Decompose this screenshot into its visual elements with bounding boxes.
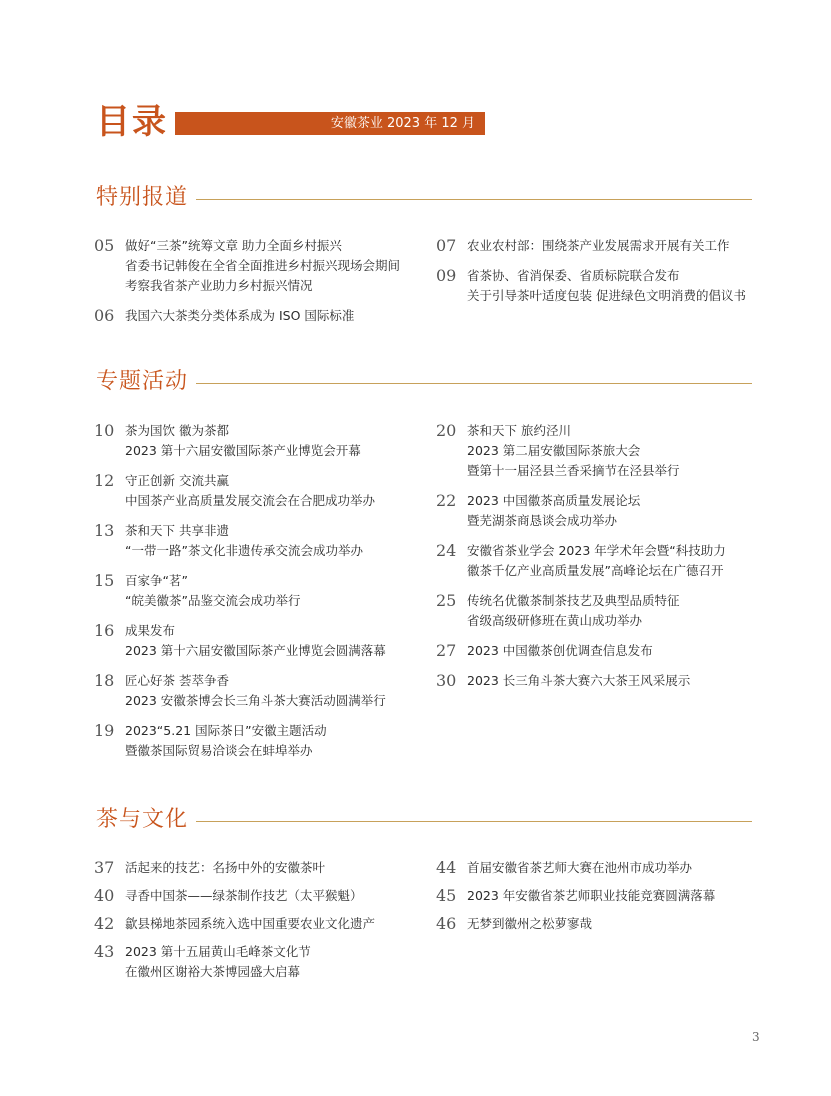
toc-entry[interactable] [436, 641, 766, 661]
section-header-special-activities [96, 367, 752, 401]
toc-entry-subtitle: 2023 安徽茶博会长三角斗茶大赛活动圆满举行 [125, 693, 386, 708]
toc-entry-title: 2023 长三角斗茶大赛六大茶王风采展示 [467, 673, 691, 688]
toc-column-left [94, 858, 424, 982]
toc-entry-title: 百家争“茗” [125, 573, 188, 588]
toc-entry-title: 2023 中国徽茶高质量发展论坛 [467, 493, 641, 508]
toc-entry[interactable] [94, 421, 424, 461]
toc-entry[interactable] [436, 541, 766, 581]
toc-entry-title: 我国六大茶类分类体系成为 ISO 国际标准 [125, 308, 355, 323]
section-header-special-report [96, 183, 752, 217]
toc-page-number: 24 [436, 541, 457, 560]
page-number: 3 [752, 1030, 760, 1044]
toc-entry-title: 匠心好茶 荟萃争香 [125, 673, 229, 688]
toc-entry[interactable] [94, 236, 424, 296]
toc-page-number: 09 [436, 266, 457, 285]
toc-entry[interactable] [94, 942, 424, 982]
toc-entry-title: 2023 中国徽茶创优调查信息发布 [467, 643, 653, 658]
toc-page-number: 16 [94, 621, 115, 640]
toc-column-right [436, 421, 766, 691]
toc-entry-title: 活起来的技艺：名扬中外的安徽茶叶 [125, 860, 326, 875]
issue-banner [175, 112, 485, 135]
toc-entry[interactable] [436, 491, 766, 531]
toc-column-right [436, 858, 766, 934]
toc-entry[interactable] [94, 471, 424, 511]
toc-entry-title: 寻香中国茶——绿茶制作技艺（太平猴魁） [125, 888, 363, 903]
toc-entry[interactable] [94, 858, 424, 878]
toc-entry-title: 做好“三茶”统筹文章 助力全面乡村振兴 [125, 238, 342, 253]
toc-entry-title: 守正创新 交流共赢 [125, 473, 229, 488]
section-title: 茶与文化 [96, 807, 189, 832]
toc-page-number: 15 [94, 571, 115, 590]
toc-page-number: 46 [436, 914, 457, 933]
toc-entry[interactable] [94, 914, 424, 934]
toc-entry[interactable] [94, 306, 424, 326]
toc-entry-subtitle: 考察我省茶产业助力乡村振兴情况 [125, 278, 313, 293]
toc-entry-subtitle: 2023 第十六届安徽国际茶产业博览会圆满落幕 [125, 643, 386, 658]
toc-entry-subtitle: 暨徽茶国际贸易洽谈会在蚌埠举办 [125, 743, 313, 758]
toc-entry[interactable] [436, 671, 766, 691]
toc-entry-title: 省茶协、省消保委、省质标院联合发布 [467, 268, 680, 283]
toc-entry-subtitle: 暨芜湖茶商恳谈会成功举办 [467, 513, 618, 528]
toc-page-number: 05 [94, 236, 115, 255]
toc-entry[interactable] [436, 886, 766, 906]
toc-entry-title: 传统名优徽茶制茶技艺及典型品质特征 [467, 593, 680, 608]
section-divider [196, 821, 752, 822]
toc-page-number: 06 [94, 306, 115, 325]
toc-entry-subtitle: 暨第十一届泾县兰香采摘节在泾县举行 [467, 463, 680, 478]
section-divider [196, 199, 752, 200]
issue-label: 安徽茶业 2023 年 12 月 [330, 116, 475, 131]
toc-entry-title: 首届安徽省茶艺师大赛在池州市成功举办 [467, 860, 693, 875]
section-divider [196, 383, 752, 384]
toc-page-number: 30 [436, 671, 457, 690]
toc-entry-title: 茶和天下 旅约泾川 [467, 423, 571, 438]
toc-entry-title: 2023“5.21 国际茶日”安徽主题活动 [125, 723, 327, 738]
toc-entry-title: 2023 第十五届黄山毛峰茶文化节 [125, 944, 311, 959]
toc-page-number: 43 [94, 942, 115, 961]
toc-column-left [94, 236, 424, 326]
toc-entry-title: 茶为国饮 徽为茶都 [125, 423, 229, 438]
toc-entry[interactable] [94, 621, 424, 661]
toc-entry-subtitle: “一带一路”茶文化非遗传承交流会成功举办 [125, 543, 363, 558]
toc-page-number: 27 [436, 641, 457, 660]
toc-page-number: 22 [436, 491, 457, 510]
toc-page-number: 40 [94, 886, 115, 905]
toc-entry-subtitle: 2023 第二届安徽国际茶旅大会 [467, 443, 641, 458]
toc-page-number: 19 [94, 721, 115, 740]
toc-entry[interactable] [436, 266, 766, 306]
toc-entry[interactable] [94, 521, 424, 561]
toc-entry[interactable] [436, 914, 766, 934]
toc-entry-subtitle: 2023 第十六届安徽国际茶产业博览会开幕 [125, 443, 361, 458]
toc-entry[interactable] [436, 421, 766, 481]
toc-title: 目录 [96, 102, 168, 142]
toc-page-number: 18 [94, 671, 115, 690]
toc-entry[interactable] [94, 886, 424, 906]
toc-entry-title: 安徽省茶业学会 2023 年学术年会暨“科技助力 [467, 543, 726, 558]
toc-entry-subtitle: 省委书记韩俊在全省全面推进乡村振兴现场会期间 [125, 258, 401, 273]
toc-entry-title: 农业农村部：围绕茶产业发展需求开展有关工作 [467, 238, 730, 253]
toc-entry[interactable] [436, 591, 766, 631]
toc-entry-title: 2023 年安徽省茶艺师职业技能竞赛圆满落幕 [467, 888, 716, 903]
toc-page-number: 12 [94, 471, 115, 490]
toc-entry-title: 歙县梯地茶园系统入选中国重要农业文化遗产 [125, 916, 376, 931]
toc-entry-subtitle: 省级高级研修班在黄山成功举办 [467, 613, 643, 628]
toc-page-number: 45 [436, 886, 457, 905]
toc-entry-title: 成果发布 [125, 623, 176, 638]
toc-page-number: 25 [436, 591, 457, 610]
toc-page-number: 20 [436, 421, 457, 440]
toc-page-number: 42 [94, 914, 115, 933]
toc-entry[interactable] [436, 236, 766, 256]
section-header-tea-culture [96, 805, 752, 839]
section-title: 特别报道 [96, 185, 189, 210]
toc-column-right [436, 236, 766, 306]
toc-page-number: 07 [436, 236, 457, 255]
toc-entry-title: 茶和天下 共享非遗 [125, 523, 229, 538]
toc-entry-subtitle: 徽茶千亿产业高质量发展”高峰论坛在广德召开 [467, 563, 724, 578]
toc-entry[interactable] [436, 858, 766, 878]
section-title: 专题活动 [96, 369, 189, 394]
toc-page-number: 44 [436, 858, 457, 877]
toc-entry[interactable] [94, 721, 424, 761]
toc-column-left [94, 421, 424, 761]
toc-page-number: 37 [94, 858, 115, 877]
toc-entry-subtitle: 在徽州区谢裕大茶博园盛大启幕 [125, 964, 301, 979]
toc-page-number: 10 [94, 421, 115, 440]
toc-entry-subtitle: 关于引导茶叶适度包装 促进绿色文明消费的倡议书 [467, 288, 746, 303]
toc-entry[interactable] [94, 571, 424, 611]
toc-entry-subtitle: “皖美徽茶”品鉴交流会成功举行 [125, 593, 301, 608]
toc-page-number: 13 [94, 521, 115, 540]
toc-entry[interactable] [94, 671, 424, 711]
toc-entry-subtitle: 中国茶产业高质量发展交流会在合肥成功举办 [125, 493, 376, 508]
toc-entry-title: 无梦到徽州之松萝寥哉 [467, 916, 593, 931]
